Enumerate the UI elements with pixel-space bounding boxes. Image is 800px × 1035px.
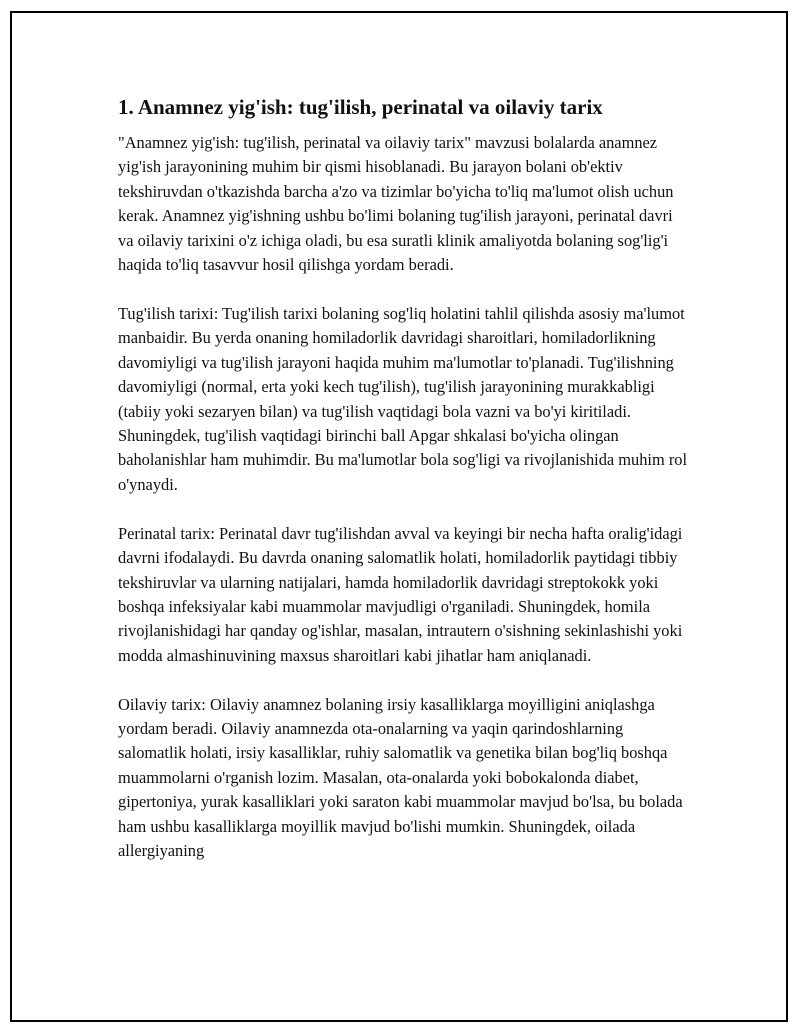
document-body [118, 93, 688, 863]
family-history-paragraph: Oilaviy tarix: Oilaviy anamnez bolaning irsiy kasalliklarga moyilligini aniqlashga yordam beradi. Oilaviy anamnezda ota-onalarning va yaqin qarindoshlarning salomatlik holati, irsiy kasalliklar, ruhiy salomatlik va genetika bilan bog'liq boshqa muammolarni o'rganish lozim. Masalan, ota-onalarda yoki bobokalonda diabet, gipertoniya, yurak kasalliklari yoki saraton kabi muammolar mavjud bo'lsa, bu bolada ham ushbu kasalliklarga moyillik mavjud bo'lishi mumkin. Shuningdek, oilada allergiyaning [118, 694, 683, 861]
intro-paragraph: "Anamnez yig'ish: tug'ilish, perinatal va oilaviy tarix" mavzusi bolalarda anamnez yig'ish jarayonining muhim bir qismi hisoblanadi. Bu jarayon bolani ob'ektiv tekshiruvdan o'tkazishda barcha a'zo va tizimlar bo'yicha to'liq ma'lumot olish uchun kerak. Anamnez yig'ishning ushbu bo'limi bolaning tug'ilish jarayoni, perinatal davri va oilaviy tarixini o'z ichiga oladi, bu esa suratli klinik amaliyotda bolaning sog'lig'i haqida to'liq tasavvur hosil qilishga yordam beradi. [118, 133, 674, 275]
section-heading: 1. Anamnez yig'ish: tug'ilish, perinatal va oilaviy tarix [118, 95, 603, 119]
perinatal-history-paragraph: Perinatal tarix: Perinatal davr tug'ilishdan avval va keyingi bir necha hafta oralig'idagi davrni ifodalaydi. Bu davrda onaning salomatlik holati, homiladorlik paytidagi tibbiy tekshiruvlar va ularning natijalari, hamda homiladorlik davridagi streptokokk yoki boshqa infeksiyalar kabi muammolar mavjudligi o'rganiladi. Shuningdek, homila rivojlanishidagi har qanday og'ishlar, masalan, intrautern o'sishning sekinlashishi yoki modda almashinuvining maxsus sharoitlari kabi jihatlar ham aniqlanadi. [118, 523, 683, 665]
birth-history-paragraph: Tug'ilish tarixi: Tug'ilish tarixi bolaning sog'liq holatini tahlil qilishda asosiy ma'lumot manbaidir. Bu yerda onaning homiladorlik davridagi sharoitlari, homiladorlikning davomiyligi va tug'ilish jarayoni haqida muhim ma'lumotlar to'planadi. Tug'ilishning davomiyligi (normal, erta yoki kech tug'ilish), tug'ilish jarayonining murakkabligi (tabiiy yoki sezaryen bilan) va tug'ilish vaqtidagi bola vazni va bo'yi kiritiladi. Shuningdek, tug'ilish vaqtidagi birinchi ball Apgar shkalasi bo'yicha olingan baholanishlar ham muhimdir. Bu ma'lumotlar bola sog'ligi va rivojlanishida muhim rol o'ynaydi. [118, 303, 688, 494]
